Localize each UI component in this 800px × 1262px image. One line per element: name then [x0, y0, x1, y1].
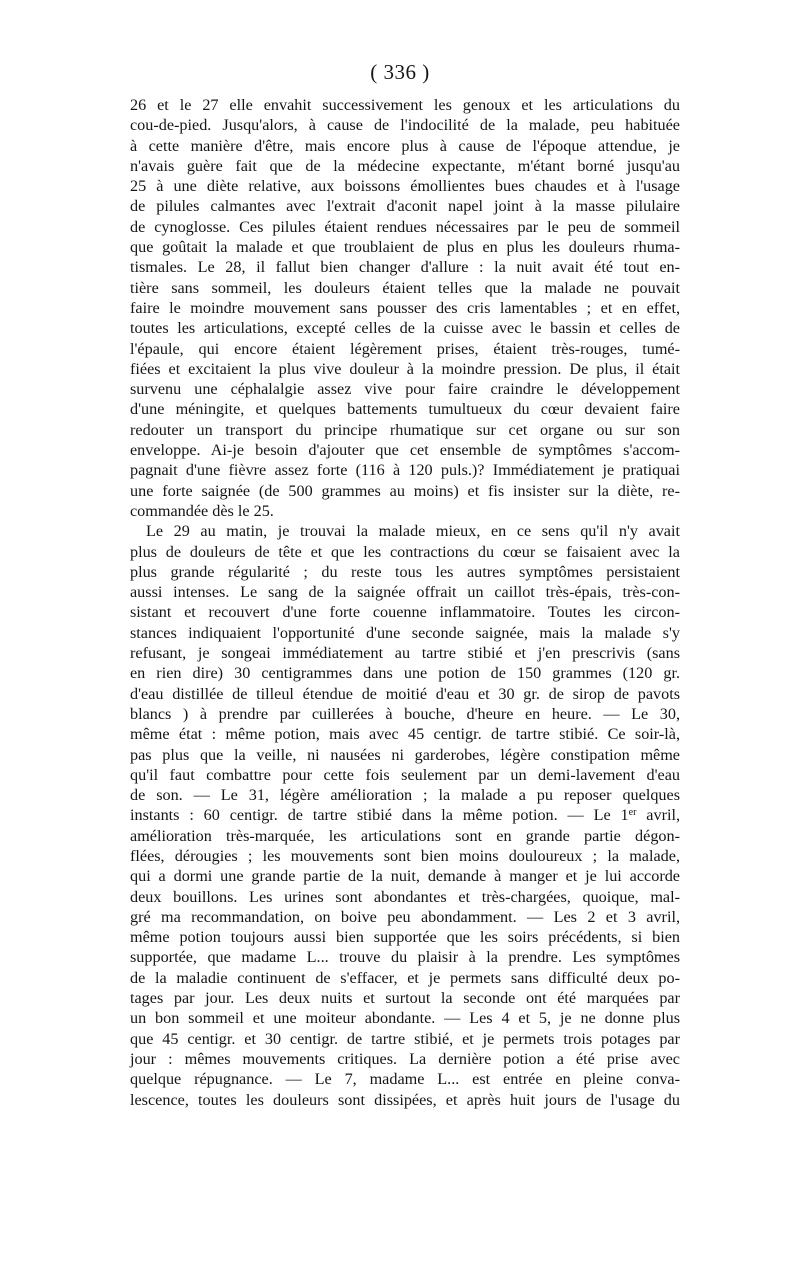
- text-line: même potion toujours aussi bien supportée que les soirs précédents, si bien: [130, 928, 680, 947]
- text-line: lescence, toutes les douleurs sont dissipées, et après huit jours de l'usage du: [130, 1090, 680, 1109]
- text-line: tages par jour. Les deux nuits et surtout la seconde ont été marquées par: [130, 989, 680, 1008]
- text-line: qui a dormi une grande partie de la nuit, demande à manger et je lui accorde: [130, 867, 680, 886]
- page-number: ( 336 ): [370, 60, 430, 84]
- text-line: quelque répugnance. — Le 7, madame L... est entrée en pleine conva-: [130, 1070, 680, 1089]
- text-line: redouter un transport du principe rhumatique sur cet organe ou sur son: [130, 420, 680, 439]
- text-line: 26 et le 27 elle envahit successivement les genoux et les articulations du: [130, 96, 680, 114]
- text-line: un bon sommeil et une moiteur abondante. — Les 4 et 5, je ne donne plus: [130, 1009, 680, 1028]
- text-line: de cynoglosse. Ces pilules étaient rendues nécessaires par le peu de sommeil: [130, 217, 680, 236]
- text-line: toutes les articulations, excepté celles de la cuisse avec le bassin et celles de: [130, 319, 680, 338]
- text-line: 25 à une diète relative, aux boissons émollientes bues chaudes et à l'usage: [130, 177, 680, 196]
- paragraph: [130, 521, 680, 1110]
- text-line: même état : même potion, mais avec 45 centigr. de tartre stibié. Ce soir-là,: [130, 725, 680, 744]
- text-line: Le 29 au matin, je trouvai la malade mieux, en ce sens qu'il n'y avait: [146, 522, 680, 541]
- text-line: d'eau distillée de tilleul étendue de moitié d'eau et 30 gr. de sirop de pavots: [130, 684, 680, 703]
- text-line: survenu une céphalalgie assez vive pour faire craindre le développement: [130, 380, 680, 399]
- text-line: plus grande régularité ; du reste tous les autres symptômes persistaient: [130, 562, 680, 581]
- text-line: une forte saignée (de 500 grammes au moins) et fis insister sur la diète, re-: [130, 481, 680, 500]
- body-text: [130, 95, 680, 1110]
- text-line: de pilules calmantes avec l'extrait d'aconit napel joint à la masse pilulaire: [130, 197, 680, 216]
- text-line: de son. — Le 31, légère amélioration ; la malade a pu reposer quelques: [130, 786, 680, 805]
- text-line: instants : 60 centigr. de tartre stibié dans la même potion. — Le 1er avril,: [130, 806, 680, 825]
- text-line: pagnait d'une fièvre assez forte (116 à 120 puls.)? Immédiatement je pratiquai: [130, 461, 680, 480]
- text-line: de la maladie continuent de s'effacer, et je permets sans difficulté deux po-: [130, 968, 680, 987]
- text-line: qu'il faut combattre pour cette fois seulement par un demi-lavement d'eau: [130, 765, 680, 784]
- text-line: commandée dès le 25.: [130, 501, 274, 520]
- text-line: jour : mêmes mouvements critiques. La dernière potion a été prise avec: [130, 1049, 680, 1068]
- text-line: faire le moindre mouvement sans pousser des cris lamentables ; et en effet,: [130, 298, 680, 317]
- text-line: plus de douleurs de tête et que les contractions du cœur se faisaient avec la: [130, 542, 680, 561]
- text-line: à cette manière d'être, mais encore plus à cause de l'époque attendue, je: [130, 136, 680, 155]
- text-line: que goûtait la malade et que troublaient de plus en plus les douleurs rhuma-: [130, 238, 680, 257]
- text-line: flées, dérougies ; les mouvements sont bien moins douloureux ; la malade,: [130, 846, 680, 865]
- text-line: supportée, que madame L... trouve du plaisir à la prendre. Les symptômes: [130, 948, 680, 967]
- text-line: refusant, je songeai immédiatement au tartre stibié et j'en prescrivis (sans: [130, 644, 680, 663]
- superscript: er: [628, 807, 637, 819]
- text-line: que 45 centigr. et 30 centigr. de tartre stibié, et je permets trois potages par: [130, 1029, 680, 1048]
- text-line: deux bouillons. Les urines sont abondantes et très-chargées, quoique, mal-: [130, 887, 680, 906]
- text-line: enveloppe. Ai-je besoin d'ajouter que cet ensemble de symptômes s'accom-: [130, 441, 680, 460]
- text-line: n'avais guère fait que de la médecine expectante, m'étant borné jusqu'au: [130, 156, 680, 175]
- text-line: pas plus que la veille, ni nausées ni garderobes, légère constipation même: [130, 745, 680, 764]
- text-line: blancs ) à prendre par cuillerées à bouche, d'heure en heure. — Le 30,: [130, 704, 680, 723]
- text-line: stances indiquaient l'opportunité d'une seconde saignée, mais la malade s'y: [130, 623, 680, 642]
- text-line: fiées et excitaient la plus vive douleur à la moindre pression. De plus, il était: [130, 359, 680, 378]
- text-line: aussi intenses. Le sang de la saignée offrait un caillot très-épais, très-con-: [130, 583, 680, 602]
- text-line: en rien dire) 30 centigrammes dans une potion de 150 grammes (120 gr.: [130, 664, 680, 683]
- text-line: tière sans sommeil, les douleurs étaient telles que la malade ne pouvait: [130, 278, 680, 297]
- text-line: amélioration très-marquée, les articulations sont en grande partie dégon-: [130, 826, 680, 845]
- text-line: gré ma recommandation, on boive peu abondamment. — Les 2 et 3 avril,: [130, 907, 680, 926]
- paragraph: [130, 95, 680, 521]
- text-line: d'une méningite, et quelques battements tumultueux du cœur devaient faire: [130, 400, 680, 419]
- text-line: cou-de-pied. Jusqu'alors, à cause de l'indocilité de la malade, peu habituée: [130, 116, 680, 135]
- text-line: sistant et recouvert d'une forte couenne inflammatoire. Toutes les circon-: [130, 603, 680, 622]
- text-line: l'épaule, qui encore étaient légèrement prises, étaient très-rouges, tumé-: [130, 339, 680, 358]
- text-line: tismales. Le 28, il fallut bien changer d'allure : la nuit avait été tout en-: [130, 258, 680, 277]
